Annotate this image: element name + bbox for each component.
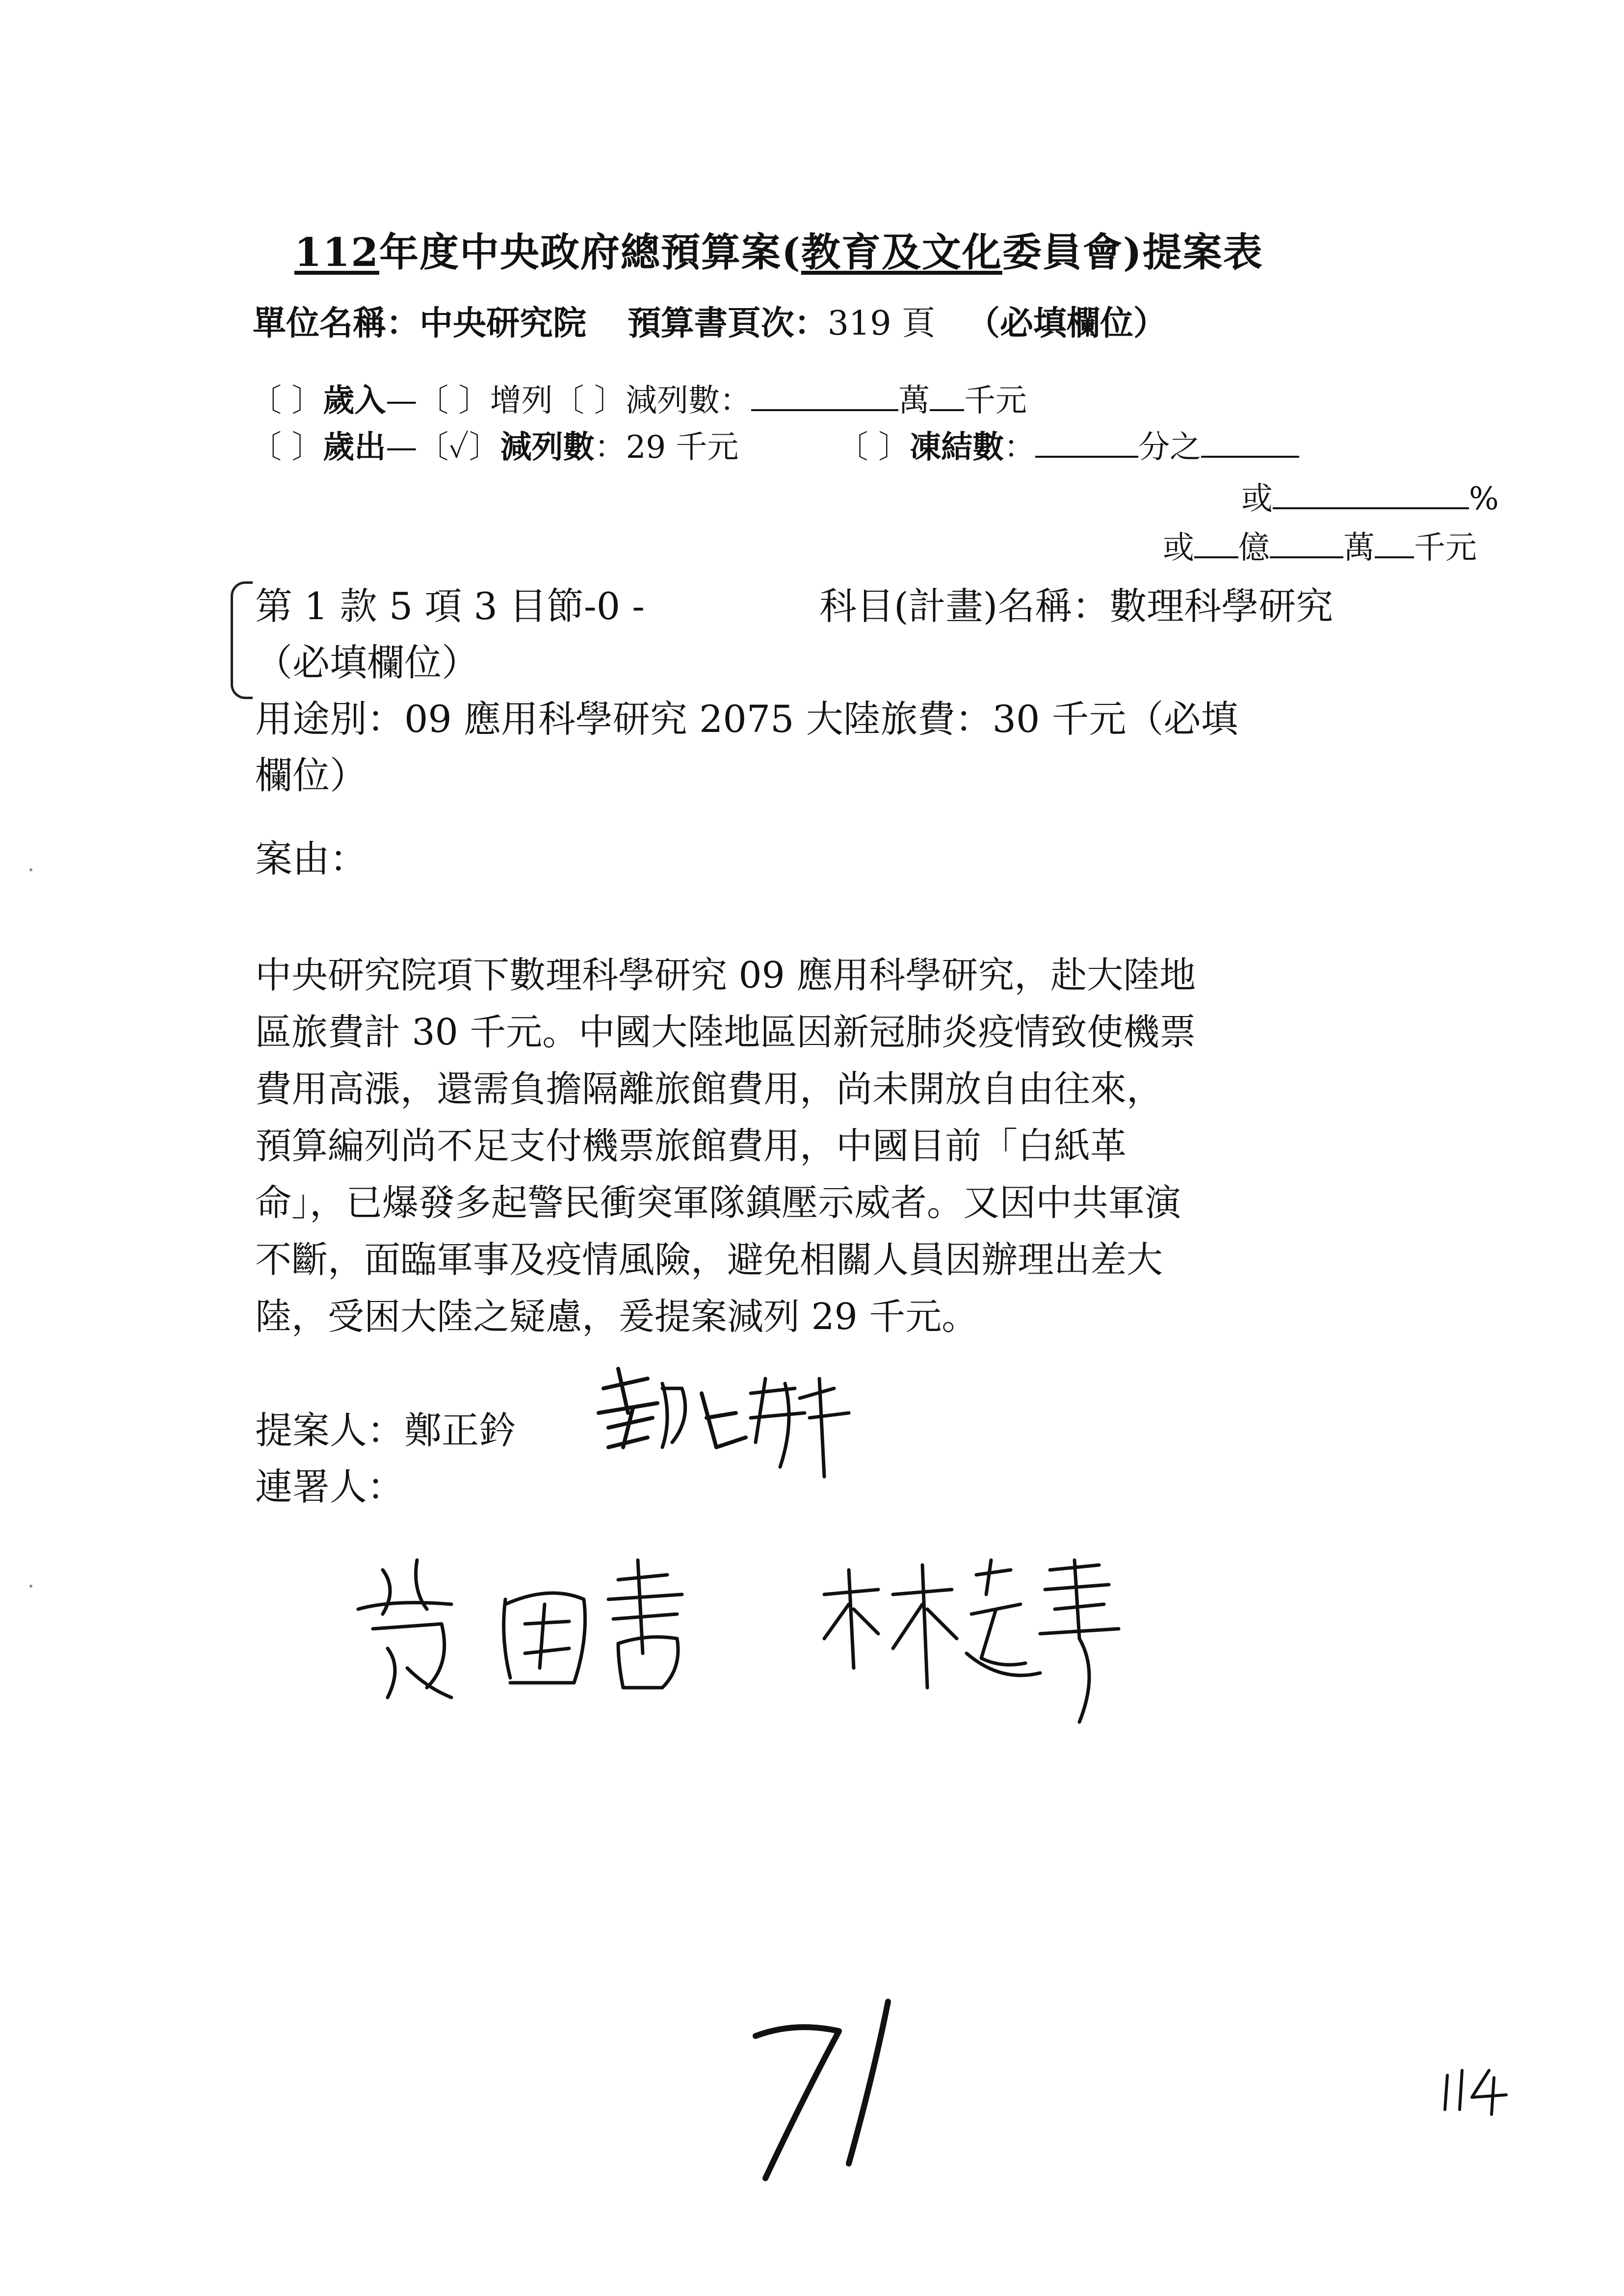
subject-name: 科目(計畫)名稱：數理科學研究 [819,584,1334,628]
proposer-label: 提案人：鄭正鈐 [255,1409,516,1452]
committee: 教育及文化 [801,229,1002,275]
reduce-label: 減列數 [500,429,595,466]
or-amount-line: 或 億 萬 千元 [1163,530,1477,566]
reason-line: 預算編列尚不足支付機票旅館費用，中國目前「白紙革 [255,1125,1126,1167]
reduce-value: ：29 千元 [594,429,739,466]
unit-line [253,297,1167,344]
revenue-wan-field[interactable] [751,384,898,411]
reason-line: 命」，已爆發多起警民衝突軍隊鎮壓示威者。又因中共軍演 [255,1182,1181,1224]
reason-text [255,947,1196,1345]
handwritten-number [726,1987,932,2193]
expense-checkbox[interactable]: 〔 〕 [250,429,323,466]
usage-line-2: 欄位） [255,754,367,797]
reason-line: 中央研究院項下數理科學研究 09 應用科學研究，赴大陸地 [255,954,1196,996]
freeze-numerator-field[interactable] [1201,430,1299,458]
page-value: 319 頁 [827,304,936,343]
unit-label: 單位名稱：中央研究院 [253,304,587,343]
item-line: 第 1 款 5 項 3 目節-0 - 科目(計畫)名稱：數理科學研究 [255,579,645,633]
scan-speck [29,1585,32,1588]
proposer-signature [589,1359,864,1487]
cosigner-label: 連署人： [255,1465,404,1509]
reason-line: 區旅費計 30 千元。中國大陸地區因新冠肺炎疫情致使機票 [255,1011,1196,1053]
cosigner-signature-2 [805,1540,1178,1737]
reason-line: 費用高漲，還需負擔隔離旅館費用，尚未開放自由往來， [255,1068,1163,1110]
revenue-label: 歲入 [323,382,386,419]
freeze-checkbox[interactable]: 〔 〕 [837,429,910,466]
scan-speck [29,868,32,871]
revenue-line: 〔 〕歲入—〔 〕增列〔 〕減列數： 萬 千元 [250,382,1027,419]
reason-line: 陸，受困大陸之疑慮，爰提案減列 29 千元。 [255,1296,978,1338]
revenue-qian-field[interactable] [930,384,964,411]
year: 112 [294,229,379,275]
qian-field[interactable] [1375,531,1414,558]
usage-line: 用途別：09 應用科學研究 2075 大陸旅費：30 千元（必填 [255,697,1238,741]
check-icon[interactable]: ✓ [448,429,469,466]
cosigner-signature-1 [343,1540,785,1727]
wan-field[interactable] [1270,531,1343,558]
freeze-label: 凍結數 [910,429,1004,466]
percent-field[interactable] [1273,482,1469,509]
item-bracket [231,581,253,699]
expense-label: 歲出 [323,429,386,466]
or-percent-line: 或 % [1241,481,1499,517]
required-note: （必填欄位） [966,304,1167,343]
freeze-denominator-field[interactable] [1035,430,1138,458]
handwritten-page-number [1438,2061,1516,2119]
reason-line: 不斷，面臨軍事及疫情風險，避免相關人員因辦理出差大 [255,1239,1163,1281]
page-label: 預算書頁次： [627,304,828,343]
form-title: 112年度中央政府總預算案(教育及文化委員會)提案表 [294,229,1263,275]
revenue-checkbox[interactable]: 〔 〕 [250,383,323,419]
item-required: （必填欄位） [255,641,479,684]
yi-field[interactable] [1194,531,1238,558]
expense-line: 〔 〕歲出—〔✓〕減列數：29 千元 〔 〕凍結數： 分之 [250,422,1299,467]
reason-label: 案由： [255,837,367,881]
